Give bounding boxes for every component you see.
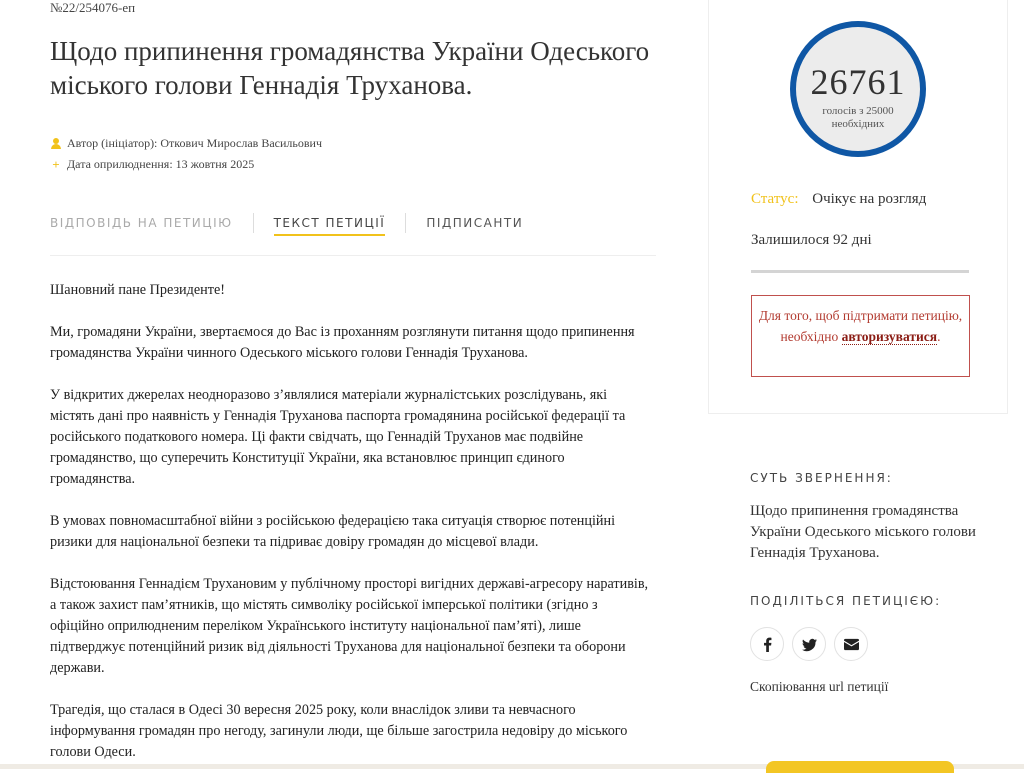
share-twitter-button[interactable] [792,627,826,661]
body-paragraph: Ми, громадяни України, звертаємося до Вас із проханням розглянути питання щодо припинення громадянства України чинного Одеського міського голови Геннадія Труханова. [50,324,635,361]
share-facebook-button[interactable] [750,627,784,661]
tab-divider [405,213,406,233]
user-icon [50,138,62,150]
twitter-icon [802,637,817,652]
share-heading: ПОДІЛІТЬСЯ ПЕТИЦІЄЮ: [750,594,942,608]
vote-count: 26761 [810,62,906,102]
petition-number: №22/254076-еп [50,0,136,15]
vote-caption: голосів з 25000 необхідних [822,105,894,130]
status-value: Очікує на розгляд [812,191,927,207]
published-line [50,157,254,172]
share-buttons [750,627,868,661]
status-line [751,191,926,208]
progress-bar [751,270,969,273]
body-paragraph: Шановний пане Президенте! [50,282,225,298]
envelope-icon [844,637,859,652]
tab-answer[interactable]: ВІДПОВІДЬ НА ПЕТИЦІЮ [50,216,233,230]
essence-section [750,471,1010,485]
share-section [750,594,1010,608]
progress-fill [751,270,969,273]
essence-heading: СУТЬ ЗВЕРНЕННЯ: [750,471,893,485]
page-title: Щодо припинення громадянства України Одеського міського голови Геннадія Труханова. [50,36,650,100]
auth-notice [751,295,970,377]
body-paragraph: Трагедія, що сталася в Одесі 30 вересня 2025 року, коли внаслідок зливи та невчасного інформування громадян про негоду, загинули люди, ще більше загострила недовіру до міського голови Одеси. [50,702,628,760]
facebook-icon [760,637,775,652]
status-label: Статус: [751,191,799,207]
published-text: Дата оприлюднення: 13 жовтня 2025 [67,157,255,171]
body-paragraph: Відстоювання Геннадієм Трухановим у публічному просторі вигідних державі-агресору наративів, а також захист пам’ятників, що містять символіку російської імперської політики (згідно з офіційно оприлюдненим переліком Українського інституту національної пам’яті), лише підтверджує потенційний ризик від діяльності Труханова для національної безпеки та оборони держави. [50,576,649,676]
vote-counter [790,21,926,157]
vote-card [708,0,1008,414]
body-paragraph: В умовах повномасштабної війни з російською федерацією така ситуація створює потенційні ризики для національної безпеки та підриває довіру громадян до місцевої влади. [50,513,616,550]
plus-icon: + [52,156,60,172]
tab-divider [253,213,254,233]
body-paragraph: У відкритих джерелах неодноразово з’являлися матеріали журналістських розслідувань, які містять дані про наявність у Геннадія Труханова паспорта громадянина російської федерації та російського податкового номера. Ці факти свідчать, що Геннадій Труханов має подвійне громадянство, що суперечить Конституції України, яка встановлює принцип єдиного громадянства. [50,387,626,487]
login-link[interactable]: авторизуватися [841,329,938,344]
petition-tabs [50,205,656,256]
petition-body [50,280,650,784]
essence-text: Щодо припинення громадянства України Одеського міського голови Геннадія Труханова. [750,503,976,561]
share-email-button[interactable] [834,627,868,661]
tab-petition-text[interactable]: ТЕКСТ ПЕТИЦІЇ [274,205,386,236]
days-remaining: Залишилося 92 дні [751,232,872,248]
tab-signers[interactable]: ПІДПИСАНТИ [426,216,524,230]
author-line [50,136,322,151]
copy-url-link[interactable]: Скопіювання url петиції [750,679,889,694]
bottom-action-button[interactable] [766,761,954,773]
author-text: Автор (ініціатор): Откович Мирослав Васильович [67,136,323,150]
auth-text: Для того, щоб підтримати петицію, необхідно [758,308,963,344]
auth-suffix: . [937,329,941,344]
